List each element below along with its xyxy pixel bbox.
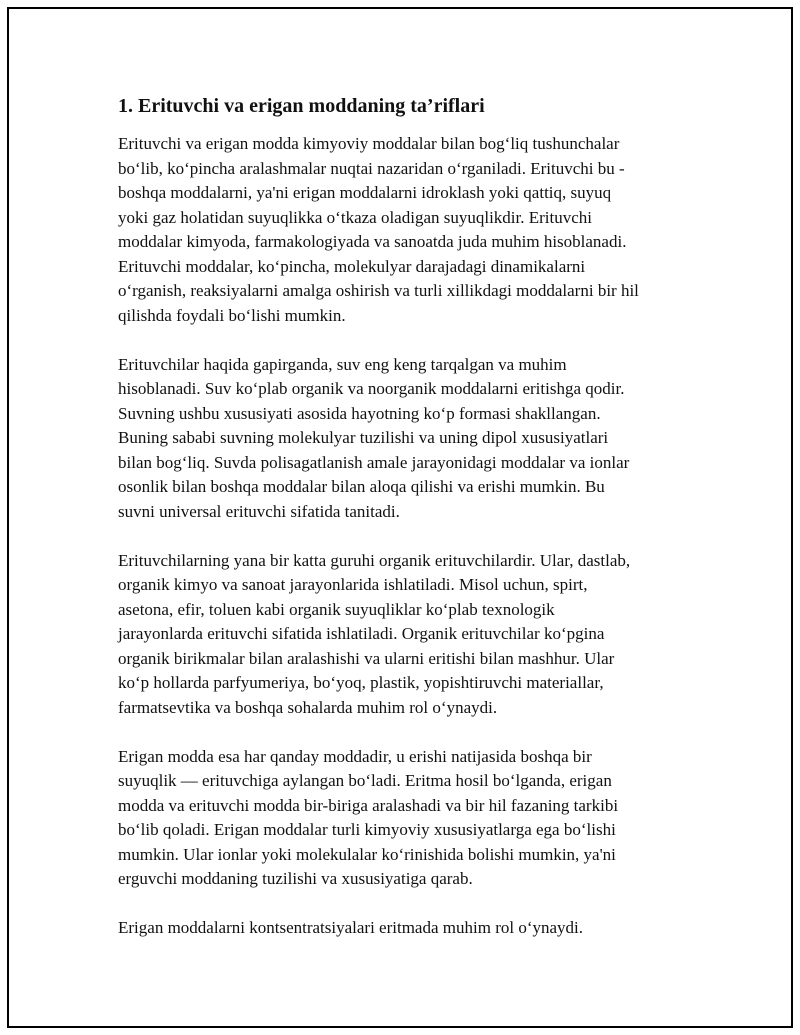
text-line: Erigan moddalarni kontsentratsiyalari eritmada muhim rol o‘ynaydi. (118, 918, 584, 937)
text-line: boshqa moddalarni, ya'ni erigan moddalarni idroklash yoki qattiq, suyuq (118, 183, 612, 202)
paragraph (118, 353, 698, 525)
text-line: Erigan modda esa har qanday moddadir, u erishi natijasida boshqa bir (118, 746, 592, 766)
text-line: Erituvchi moddalar, ko‘pincha, molekulyar darajadagi dinamikalarni (118, 256, 586, 276)
text-line: suvni universal erituvchi sifatida tanitadi. (118, 501, 400, 521)
text-line: organik kimyo va sanoat jarayonlarida ishlatiladi. Misol uchun, spirt, (118, 575, 588, 594)
text-line: moddalar kimyoda, farmakologiyada va sanoatda juda muhim hisoblanadi. (118, 232, 627, 251)
text-line: Erituvchi va erigan modda kimyoviy moddalar bilan bog‘liq tushunchalar (118, 134, 620, 153)
text-line: suyuqlik — erituvchiga aylangan bo‘ladi. Eritma hosil bo‘lganda, erigan (118, 771, 612, 790)
text-line: bo‘lib, ko‘pincha aralashmalar nuqtai nazaridan o‘rganiladi. Erituvchi bu - (118, 158, 625, 178)
text-line: Erituvchilarning yana bir katta guruhi organik erituvchilardir. Ular, dastlab, (118, 550, 631, 570)
paragraph (118, 549, 698, 721)
text-line: o‘rganish, reaksiyalarni amalga oshirish va turli xillikdagi moddalarni bir hil (118, 281, 639, 300)
text-line: mumkin. Ular ionlar yoki molekulalar ko‘rinishida bolishi mumkin, ya'ni (118, 844, 616, 864)
text-line: Erituvchilar haqida gapirganda, suv eng keng tarqalgan va muhim (118, 354, 567, 374)
text-line: ko‘p hollarda parfyumeriya, bo‘yoq, plastik, yopishtiruvchi materiallar, (118, 673, 604, 692)
paragraph-list (118, 132, 698, 941)
paragraph (118, 132, 698, 328)
text-line: modda va erituvchi modda bir-biriga aralashadi va bir hil fazaning tarkibi (118, 795, 619, 815)
paragraph (118, 745, 698, 892)
text-line: organik birikmalar bilan aralashishi va ularni eritishi bilan mashhur. Ular (118, 648, 615, 668)
text-line: jarayonlarda erituvchi sifatida ishlatiladi. Organik erituvchilar ko‘pgina (118, 624, 605, 643)
section-title: 1. Erituvchi va erigan moddaning ta’riflari (118, 95, 485, 117)
document-body (118, 92, 698, 965)
text-line: bilan bog‘liq. Suvda polisagatlanish amale jarayonidagi moddalar va ionlar (118, 452, 630, 472)
text-line: qilishda foydali bo‘lishi mumkin. (118, 305, 346, 325)
text-line: hisoblanadi. Suv ko‘plab organik va noorganik moddalarni eritishga qodir. (118, 379, 625, 398)
text-line: erguvchi moddaning tuzilishi va xususiyatiga qarab. (118, 869, 473, 888)
text-line: farmatsevtika va boshqa sohalarda muhim rol o‘ynaydi. (118, 697, 498, 717)
text-line: Suvning ushbu xususiyati asosida hayotning ko‘p formasi shakllangan. (118, 403, 601, 423)
text-line: yoki gaz holatidan suyuqlikka o‘tkaza oladigan suyuqlikdir. Erituvchi (118, 207, 593, 227)
text-line: osonlik bilan boshqa moddalar bilan aloqa qilishi va erishi mumkin. Bu (118, 477, 605, 496)
paragraph (118, 916, 698, 941)
text-line: Buning sababi suvning molekulyar tuzilishi va uning dipol xususiyatlari (118, 428, 609, 447)
text-line: bo‘lib qoladi. Erigan moddalar turli kimyoviy xususiyatlarga ega bo‘lishi (118, 820, 616, 839)
text-line: asetona, efir, toluen kabi organik suyuqliklar ko‘plab texnologik (118, 599, 555, 619)
